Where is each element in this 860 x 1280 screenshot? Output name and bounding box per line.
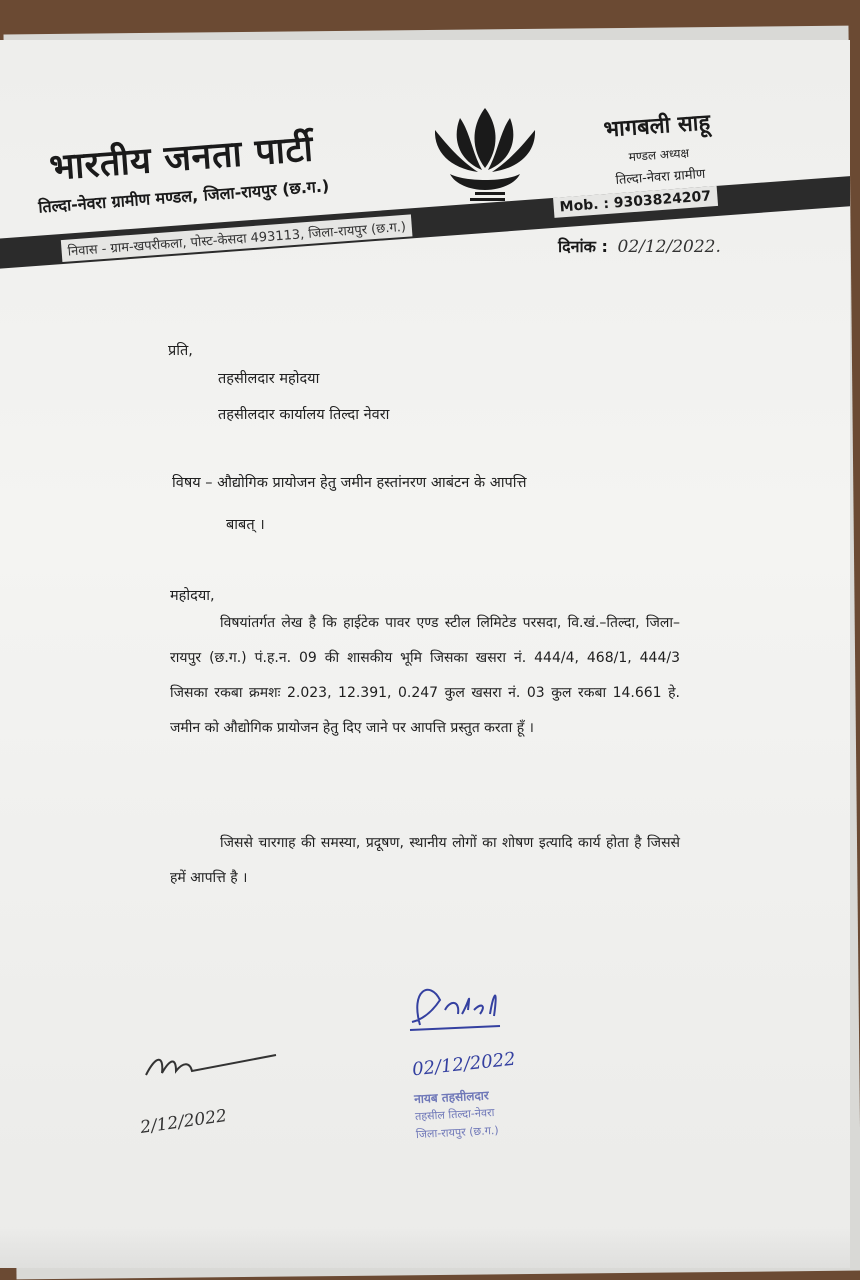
left-signature-icon [136,1045,286,1085]
subject-line2: बाबत् । [226,517,265,533]
president-title: मण्डल अध्यक्ष [628,145,690,165]
stamp-line-2: तहसील तिल्दा-नेवरा [414,1106,495,1124]
body-paragraph-2: जिससे चारगाह की समस्या, प्रदूषण, स्थानीय लोगों का शोषण इत्यादि कार्य होता है जिससे हमें आपत्ति है । [170,835,680,886]
date-line [558,235,721,257]
date-label: दिनांक : [558,237,608,256]
date-value: 02/12/2022. [617,237,721,257]
salutation: महोदया, [170,588,215,604]
recipient-line1: तहसीलदार महोदया [218,371,320,387]
page-shadow [0,1228,850,1268]
letter-page [0,40,850,1268]
stamp-line-3: जिला-रायपुर (छ.ग.) [415,1123,499,1142]
mobile-number: Mob. : 9303824207 [553,186,718,218]
right-signature-icon [390,970,540,1040]
party-name: भारतीय जनता पार्टी [48,128,315,189]
official-stamp [414,1086,499,1144]
right-signature-date: 02/12/2022 [411,1048,517,1081]
subject-line1: विषय – औद्योगिक प्रायोजन हेतु जमीन हस्तांनरण आबंटन के आपत्ति [172,475,527,491]
lotus-icon [420,100,550,210]
president-block [603,106,715,188]
body-paragraph-1: विषयांतर्गत लेख है कि हाईटेक पावर एण्ड स्टील लिमिटेड परसदा, वि.खं.–तिल्दा, जिला–रायपुर (छ.ग.) पं.ह.न. 09 की शासकीय भूमि जिसका खसरा नं. 444/4, 468/1, 444/3 जिसका रकबा क्रमशः 2.023, 12.391, 0.247 कुल खसरा नं. 03 कुल रकबा 14.661 हे. जमीन को औद्योगिक प्रायोजन हेतु दिए जाने पर आपत्ति प्रस्तुत करता हूँ । [170,615,680,736]
left-signature-date: 2/12/2022 [139,1106,229,1138]
stamp-line-1: नायब तहसीलदार [413,1088,490,1107]
president-name: भागबली साहू [602,110,711,143]
address-text: निवास - ग्राम-खपरीकला, पोस्ट-केसदा 493113, जिला-रायपुर (छ.ग.) [61,214,413,262]
recipient-prati: प्रति, [168,343,193,359]
mandal-line: तिल्दा-नेवरा ग्रामीण मण्डल, जिला-रायपुर (छ.ग.) [37,176,330,217]
recipient-line2: तहसीलदार कार्यालय तिल्दा नेवरा [218,407,390,423]
president-area: तिल्दा-नेवरा ग्रामीण [615,166,706,189]
